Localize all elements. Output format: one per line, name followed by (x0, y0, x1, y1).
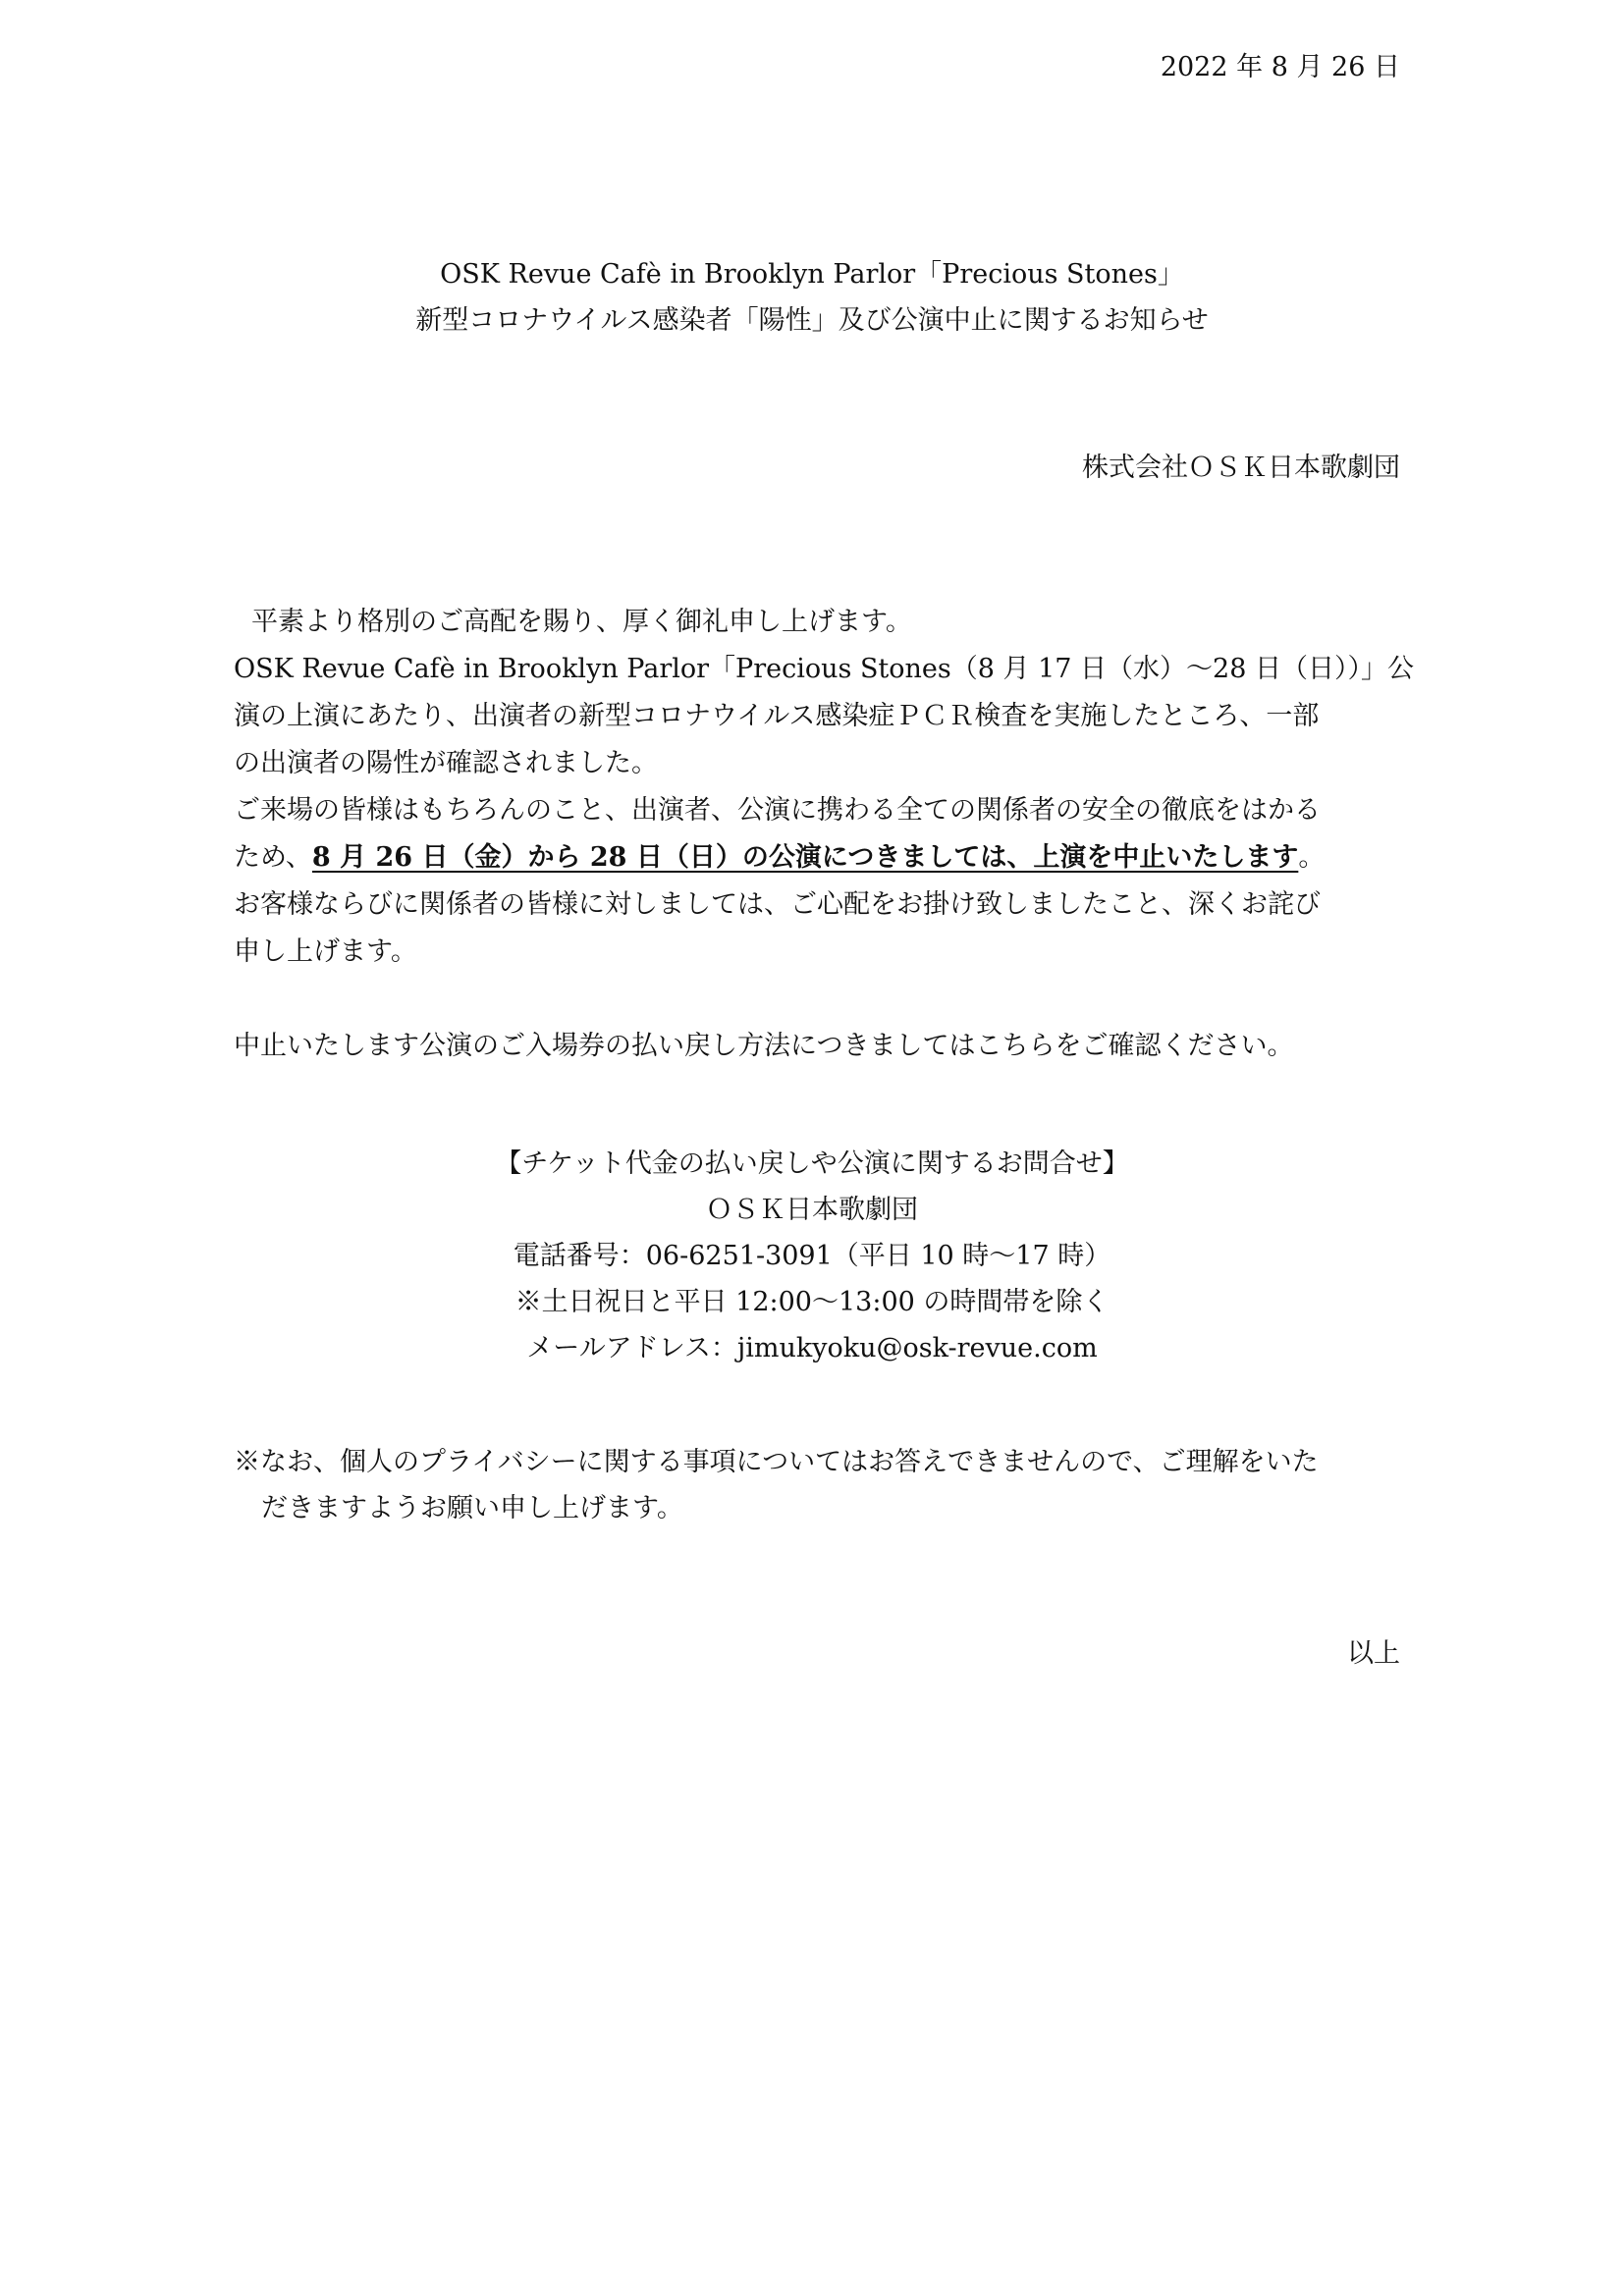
cancellation-emphasis: 8 月 26 日（金）から 28 日（日）の公演につきましては、上演を中止いたします (311, 842, 1299, 873)
body-line: 申し上げます。 (234, 936, 417, 967)
contact-name: ＯＳＫ日本歌劇団 (706, 1195, 918, 1225)
title-line-2: 新型コロナウイルス感染者「陽性」及び公演中止に関するお知らせ (415, 305, 1209, 336)
body-line: 演の上演にあたり、出演者の新型コロナウイルス感染症ＰＣＲ検査を実施したところ、一部 (234, 701, 1320, 731)
document-date: 2022 年 8 月 26 日 (1160, 52, 1400, 82)
body-line: 平素より格別のご高配を賜り、厚く御礼申し上げます。 (251, 607, 912, 637)
body-line-prefix: ため、 (234, 842, 312, 873)
contact-heading: 【チケット代金の払い戻しや公演に関するお問合せ】 (495, 1148, 1129, 1179)
body-line: お客様ならびに関係者の皆様に対しましては、ご心配をお掛け致しましたこと、深くお詫び (234, 889, 1321, 920)
document-title (0, 251, 1624, 344)
note-line: だきますようお願い申し上げます。 (261, 1493, 683, 1523)
contact-block (0, 1141, 1624, 1371)
note-line: ※なお、個人のプライバシーに関する事項についてはお答えできませんので、ご理解をいた (234, 1447, 1319, 1477)
notice-body (234, 599, 1414, 1070)
body-line-suffix: 。 (1298, 842, 1326, 873)
title-line-1: OSK Revue Cafè in Brooklyn Parlor「Precious Stones」 (440, 259, 1184, 290)
refund-info-line: 中止いたします公演のご入場券の払い戻し方法につきましてはこちらをご確認ください。 (234, 1031, 1294, 1061)
body-line-cancellation (234, 834, 1402, 881)
contact-hours-note: ※土日祝日と平日 12:00～13:00 の時間帯を除く (514, 1287, 1110, 1317)
body-line: の出演者の陽性が確認されました。 (234, 748, 658, 778)
body-line: ご来場の皆様はもちろんのこと、出演者、公演に携わる全ての関係者の安全の徹底をはかる (234, 795, 1321, 826)
closing-mark: 以上 (1347, 1638, 1400, 1669)
blank-line (234, 976, 1402, 1023)
contact-phone: 電話番号：06-6251-3091（平日 10 時～17 時） (513, 1241, 1111, 1271)
privacy-note (234, 1439, 1402, 1531)
issuer-organization: 株式会社ＯＳＫ日本歌劇団 (1082, 453, 1400, 483)
body-line: OSK Revue Cafè in Brooklyn Parlor「Precious Stones（8 月 17 日（水）～28 日（日））」公 (234, 654, 1414, 684)
contact-email: メールアドレス：jimukyoku@osk-revue.com (526, 1333, 1098, 1363)
